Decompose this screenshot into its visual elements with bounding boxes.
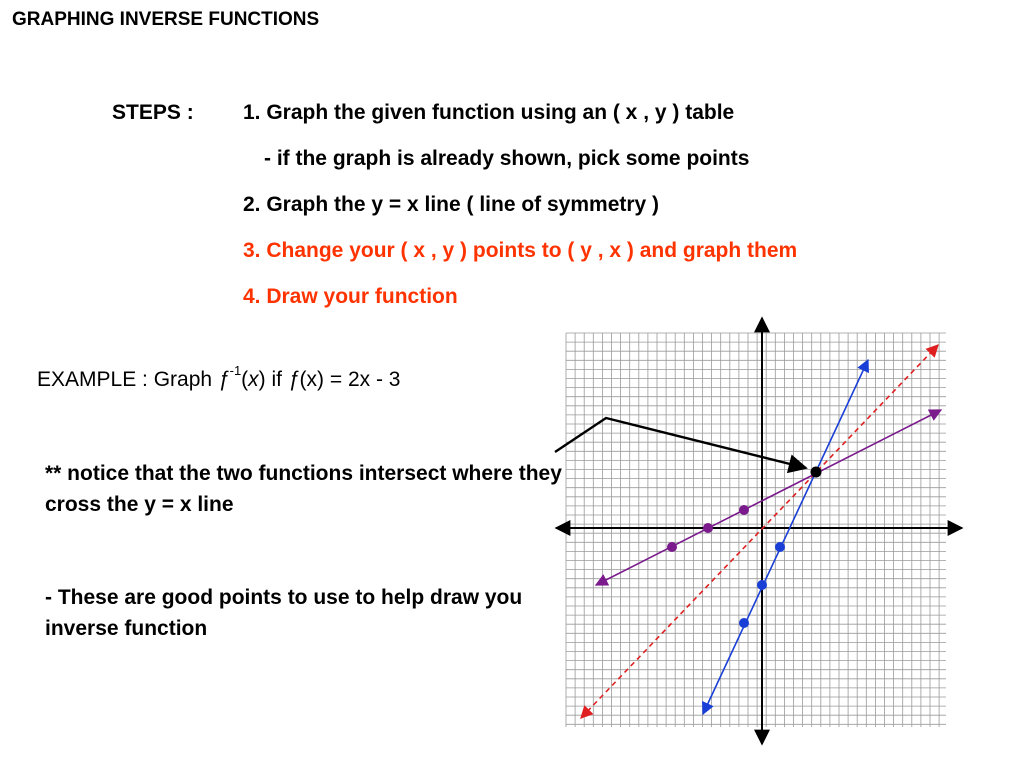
example-open-paren: (	[241, 368, 249, 391]
example-f-symbol: ƒ	[217, 368, 230, 391]
step-2: 2. Graph the y = x line ( line of symmetry )	[243, 193, 660, 216]
steps-label: STEPS :	[112, 101, 194, 124]
example-mid: ) if	[258, 368, 288, 391]
note-intersection: ** notice that the two functions intersect where they cross the y = x line	[45, 462, 562, 516]
graph-grid	[566, 333, 946, 727]
page-title: GRAPHING INVERSE FUNCTIONS	[12, 9, 320, 30]
note-good-points: - These are good points to use to help draw you inverse function	[45, 586, 523, 640]
step-1: 1. Graph the given function using an ( x , y ) table	[243, 101, 735, 124]
example-exponent: -1	[229, 363, 242, 378]
example-suffix: (x) = 2x - 3	[299, 368, 401, 391]
step-3: 3. Change your ( x , y ) points to ( y , x ) and graph them	[243, 239, 798, 262]
function-point	[757, 580, 767, 590]
intersection-point	[811, 467, 822, 478]
function-point	[775, 542, 785, 552]
function-point	[739, 618, 749, 628]
example-f2-symbol: ƒ	[287, 368, 300, 391]
step-1-note: - if the graph is already shown, pick some points	[264, 147, 750, 170]
example-prefix: EXAMPLE : Graph	[37, 368, 218, 391]
example-variable: x	[248, 368, 259, 391]
step-4: 4. Draw your function	[243, 285, 458, 308]
inverse-point	[667, 542, 677, 552]
inverse-point	[739, 505, 749, 515]
inverse-point	[703, 523, 713, 533]
